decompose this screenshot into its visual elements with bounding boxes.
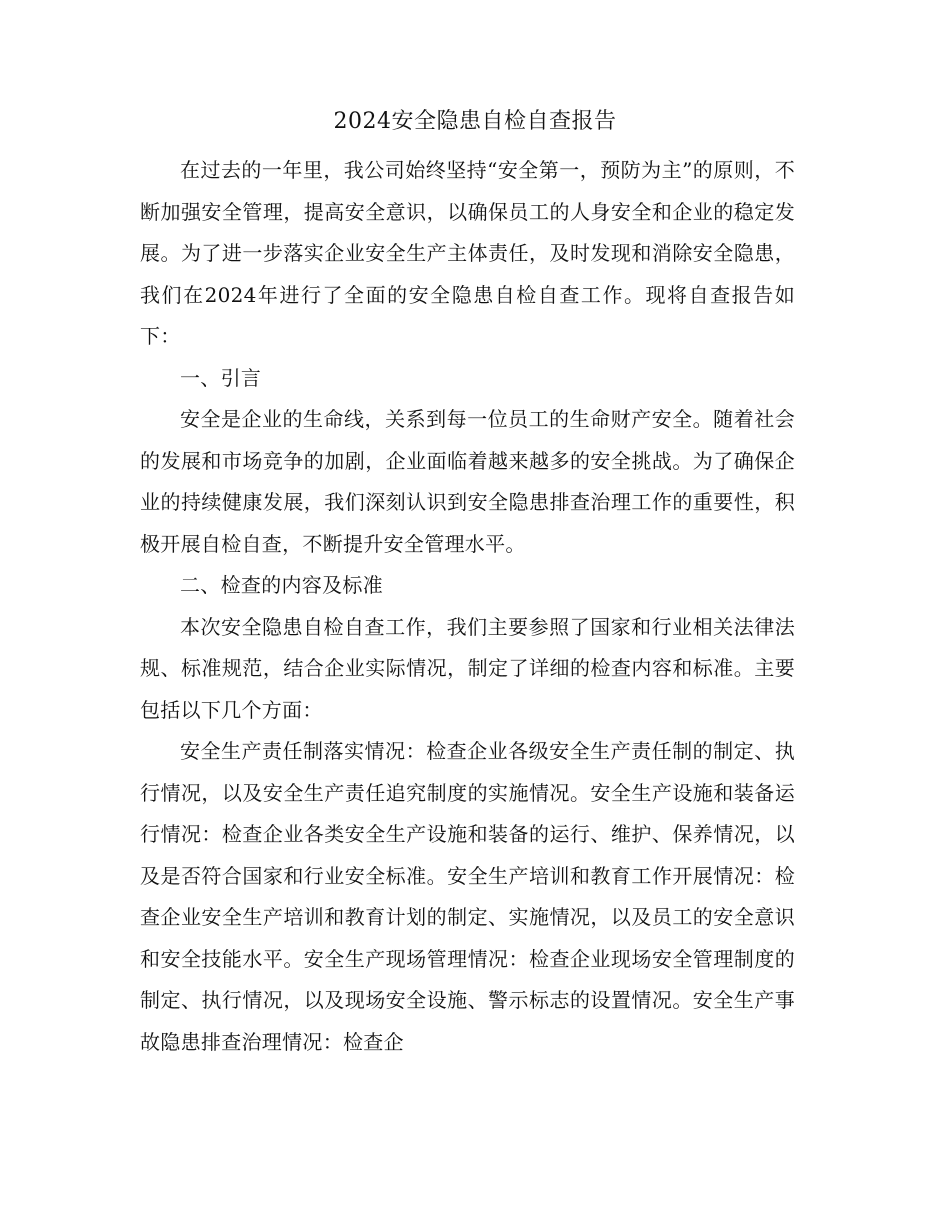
introduction-paragraph: 安全是企业的生命线，关系到每一位员工的生命财产安全。随着社会的发展和市场竞争的加剧，企业面临着越来越多的安全挑战。为了确保企业的持续健康发展，我们深刻认识到安全隐患排查治理工作的重要性，积极开展自检自查，不断提升安全管理水平。: [140, 407, 795, 556]
intro-paragraph: 在过去的一年里，我公司始终坚持“安全第一，预防为主”的原则，不断加强安全管理，提高安全意识，以确保员工的人身安全和企业的稳定发展。为了进一步落实企业安全生产主体责任，及时发现和消除安全隐患，我们在2024年进行了全面的安全隐患自检自查工作。现将自查报告如下：: [140, 158, 795, 348]
section-heading-inspection-content: 二、检查的内容及标准: [180, 573, 383, 597]
document-body: [140, 150, 795, 1063]
inspection-content-paragraph: 本次安全隐患自检自查工作，我们主要参照了国家和行业相关法律法规、标准规范，结合企业实际情况，制定了详细的检查内容和标准。主要包括以下几个方面：: [140, 614, 795, 722]
inspection-items-paragraph: 安全生产责任制落实情况：检查企业各级安全生产责任制的制定、执行情况，以及安全生产责任追究制度的实施情况。安全生产设施和装备运行情况：检查企业各类安全生产设施和装备的运行、维护、保养情况，以及是否符合国家和行业安全标准。安全生产培训和教育工作开展情况：检查企业安全生产培训和教育计划的制定、实施情况，以及员工的安全意识和安全技能水平。安全生产现场管理情况：检查企业现场安全管理制度的制定、执行情况，以及现场安全设施、警示标志的设置情况。安全生产事故隐患排查治理情况：检查企: [140, 739, 795, 1054]
section-heading-introduction: 一、引言: [180, 365, 262, 390]
document-title: 2024安全隐患自检自查报告: [333, 109, 617, 134]
